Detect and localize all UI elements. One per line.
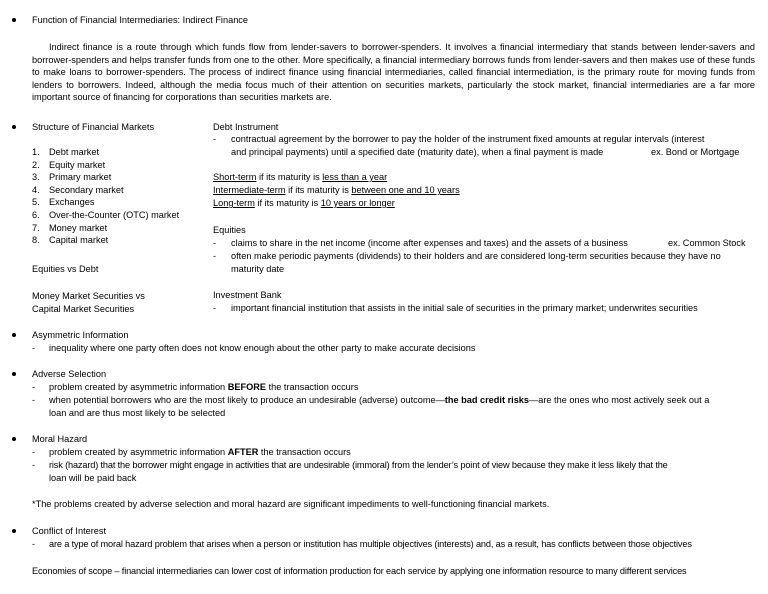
section-heading-asymmetric: Asymmetric Information	[32, 330, 129, 340]
paragraph-text: Indirect finance is a route through which funds flow from lender-savers to borrower-spenders. It involves a financial intermediary that stands between lender-savers and borrower-spenders and helps transfer funds from one to the other. More specifically, a financial intermediary borrows funds from lender-savers and then makes use of these funds to make loans to borrower-spenders. The process of indirect finance using financial intermediaries, called financial intermediation, is the primary route for moving funds from lenders to borrowers. Indeed, although the media focus much of their attention on securities markets, particularly the stock market, financial intermediaries are a far more important source of financing for corporations than securities markets are.	[32, 42, 755, 103]
section-heading-conflict: Conflict of Interest	[32, 526, 107, 536]
dash-marker: -	[213, 134, 217, 144]
list-item: 8. Capital market	[32, 235, 109, 246]
dash-marker: -	[213, 238, 217, 248]
bullet-icon	[12, 125, 16, 129]
investment-bank-line1: important financial institution that assists in the initial sale of securities in the primary market; underwrites securities	[231, 303, 698, 313]
equities-vs-debt-label: Equities vs Debt	[32, 264, 99, 274]
dash-marker: -	[32, 460, 36, 470]
adverse-line2: when potential borrowers who are the most likely to produce an undesirable (adverse) outcome—the bad credit risks—are the ones who most actively seek out a	[49, 395, 710, 405]
bullet-icon	[12, 372, 16, 376]
equities-title: Equities	[213, 225, 246, 235]
dash-marker: -	[213, 303, 217, 313]
equities-line2: often make periodic payments (dividends) to their holders and are considered long-term securities because they have no	[231, 251, 721, 261]
moral-line2: risk (hazard) that the borrower might engage in activities that are undesirable (immoral) from the lender’s point of view because they make it less likely that the	[49, 460, 668, 470]
long-term-line: Long-term if its maturity is 10 years or longer	[213, 198, 395, 208]
dash-marker: -	[32, 343, 36, 353]
debt-instrument-example: ex. Bond or Mortgage	[651, 147, 740, 157]
intermediate-term-line: Intermediate-term if its maturity is between one and 10 years	[213, 185, 460, 195]
equities-line3: maturity date	[231, 264, 285, 274]
bullet-icon	[12, 333, 16, 337]
bullet-icon	[12, 529, 16, 533]
indirect-finance-paragraph	[32, 41, 755, 104]
money-vs-capital-label: Money Market Securities vs Capital Market Securities	[32, 291, 145, 314]
adverse-line3: loan and are thus most likely to be selected	[49, 408, 226, 418]
market-list	[32, 146, 179, 247]
list-item: 4. Secondary market	[32, 184, 124, 195]
adverse-line1: problem created by asymmetric information BEFORE the transaction occurs	[49, 382, 359, 392]
moral-line3: loan will be paid back	[49, 473, 137, 483]
investment-bank-title: Investment Bank	[213, 290, 282, 300]
list-item: 7. Money market	[32, 222, 108, 233]
list-item: 5. Exchanges	[32, 197, 95, 208]
dash-marker: -	[32, 382, 36, 392]
debt-instrument-line2: and principal payments) until a specified date (maturity date), when a final payment is made	[231, 147, 604, 157]
section-heading-structure: Structure of Financial Markets	[32, 122, 155, 132]
dash-marker: -	[32, 539, 36, 549]
equities-line1: claims to share in the net income (income after expenses and taxes) and the assets of a business	[231, 238, 628, 248]
bullet-icon	[12, 18, 16, 22]
equities-example: ex. Common Stock	[668, 238, 746, 248]
section-heading-indirect-finance: Function of Financial Intermediaries: Indirect Finance	[32, 15, 249, 25]
section-heading-adverse: Adverse Selection	[32, 369, 107, 379]
dash-marker: -	[213, 251, 217, 261]
economies-of-scope: Economies of scope – financial intermediaries can lower cost of information production for each service by applying one information resource to many different services	[32, 566, 687, 576]
dash-marker: -	[32, 447, 36, 457]
list-item: 6. Over-the-Counter (OTC) market	[32, 209, 180, 220]
bullet-icon	[12, 437, 16, 441]
list-item: 3. Primary market	[32, 172, 112, 183]
problems-note: *The problems created by adverse selection and moral hazard are significant impediments to well-functioning financial markets.	[32, 499, 550, 509]
conflict-line1: are a type of moral hazard problem that arises when a person or institution has multiple objectives (interests) and, as a result, has conflicts between those objectives	[49, 539, 692, 549]
section-heading-moral-hazard: Moral Hazard	[32, 434, 88, 444]
debt-instrument-title: Debt Instrument	[213, 122, 279, 132]
dash-marker: -	[32, 395, 36, 405]
moral-line1: problem created by asymmetric information AFTER the transaction occurs	[49, 447, 351, 457]
debt-instrument-line1: contractual agreement by the borrower to pay the holder of the instrument fixed amounts at regular intervals (interest	[231, 134, 705, 144]
asymmetric-line1: inequality where one party often does not know enough about the other party to make accurate decisions	[49, 343, 476, 353]
short-term-line: Short-term if its maturity is less than a year	[213, 172, 388, 182]
list-item: 2. Equity market	[32, 159, 106, 170]
list-item: 1. Debt market	[32, 147, 100, 157]
